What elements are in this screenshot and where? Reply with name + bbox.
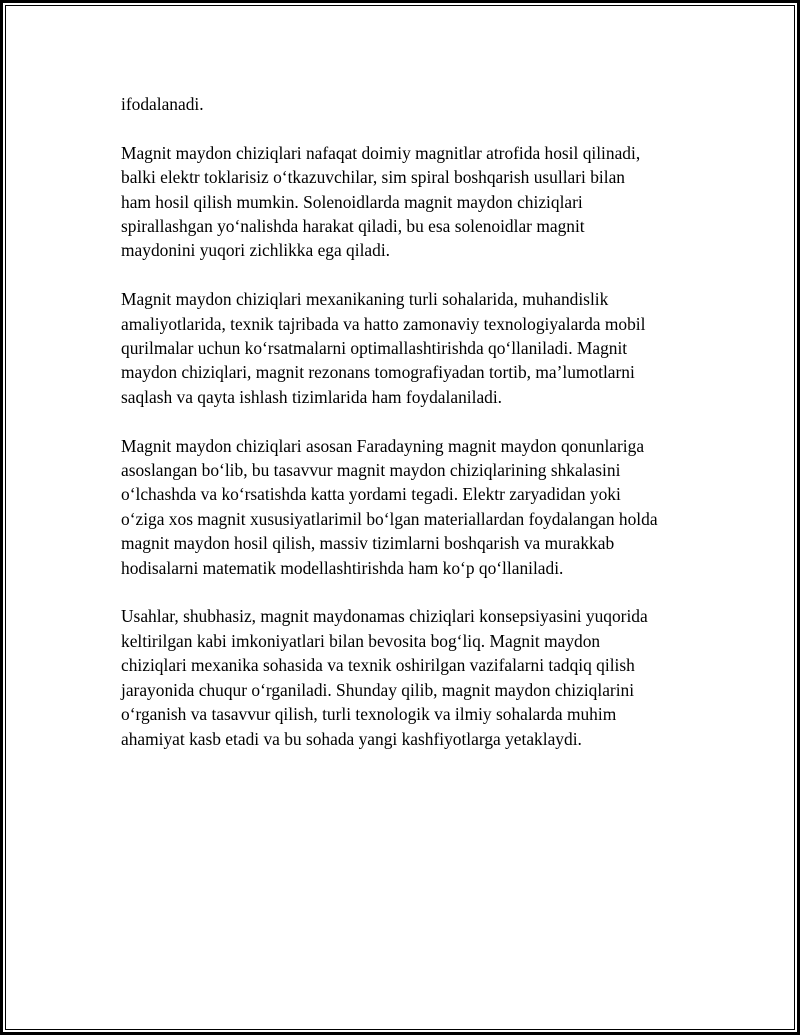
paragraph-1: [121, 92, 701, 116]
text-line: Magnit maydon chiziqlari nafaqat doimiy magnitlar atrofida hosil qilinadi,: [121, 142, 641, 163]
document-body: [121, 92, 701, 775]
text-line: o‘ziga xos magnit xususiyatlarimil bo‘lgan materiallardan foydalangan holda: [121, 508, 658, 529]
text-line: ifodalanadi.: [121, 94, 204, 114]
text-line: maydon chiziqlari, magnit rezonans tomografiyadan tortib, ma’lumotlarni: [121, 362, 635, 383]
paragraph-5: [121, 604, 701, 750]
paragraph-4: [121, 434, 701, 580]
text-line: amaliyotlarida, texnik tajribada va hatto zamonaviy texnologiyalarda mobil: [121, 313, 646, 334]
text-line: maydonini yuqori zichlikka ega qiladi.: [121, 240, 391, 261]
text-line: o‘lchashda va ko‘rsatishda katta yordami tegadi. Elektr zaryadidan yoki: [121, 484, 621, 505]
text-line: Magnit maydon chiziqlari asosan Faradayning magnit maydon qonunlariga: [121, 435, 645, 456]
paragraph-2: [121, 141, 701, 263]
paragraph-3: [121, 287, 701, 409]
text-line: qurilmalar uchun ko‘rsatmalarni optimallashtirishda qo‘llaniladi. Magnit: [121, 338, 628, 359]
text-line: jarayonida chuqur o‘rganiladi. Shunday qilib, magnit maydon chiziqlarini: [121, 679, 635, 700]
text-line: Magnit maydon chiziqlari mexanikaning turli sohalarida, muhandislik: [121, 289, 609, 310]
text-line: hodisalarni matematik modellashtirishda ham ko‘p qo‘llaniladi.: [121, 557, 564, 578]
text-line: Usahlar, shubhasiz, magnit maydonamas chiziqlari konsepsiyasini yuqorida: [121, 606, 648, 627]
text-line: balki elektr toklarisiz o‘tkazuvchilar, sim spiral boshqarish usullari bilan: [121, 167, 625, 188]
text-line: keltirilgan kabi imkoniyatlari bilan bevosita bog‘liq. Magnit maydon: [121, 630, 601, 651]
text-line: spirallashgan yo‘nalishda harakat qiladi, bu esa solenoidlar magnit: [121, 216, 585, 237]
text-line: o‘rganish va tasavvur qilish, turli texnologik va ilmiy sohalarda muhim: [121, 704, 617, 725]
text-line: ahamiyat kasb etadi va bu sohada yangi kashfiyotlarga yetaklaydi.: [121, 728, 582, 749]
text-line: ham hosil qilish mumkin. Solenoidlarda magnit maydon chiziqlari: [121, 191, 583, 212]
text-line: asoslangan bo‘lib, bu tasavvur magnit maydon chiziqlarining shkalasini: [121, 460, 621, 481]
text-line: saqlash va qayta ishlash tizimlarida ham foydalaniladi.: [121, 386, 503, 407]
text-line: chiziqlari mexanika sohasida va texnik oshirilgan vazifalarni tadqiq qilish: [121, 655, 635, 676]
text-line: magnit maydon hosil qilish, massiv tizimlarni boshqarish va murakkab: [121, 533, 615, 554]
